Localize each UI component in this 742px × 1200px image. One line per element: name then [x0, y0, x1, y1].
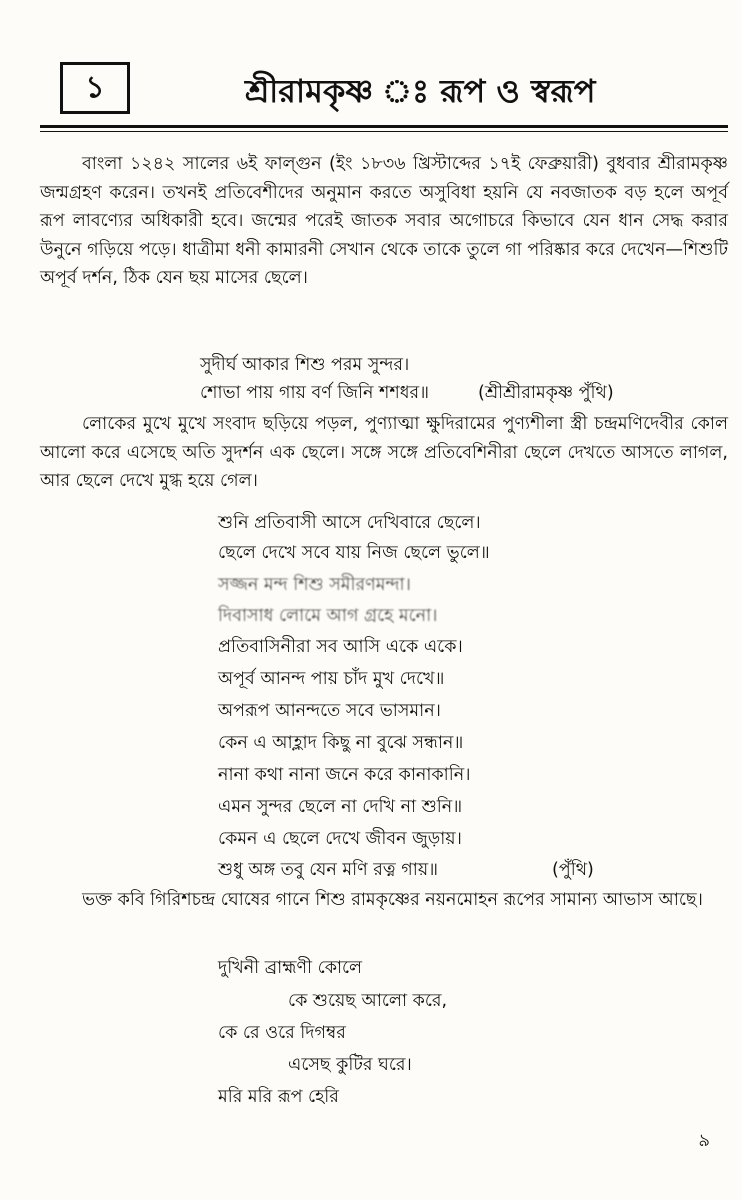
verse2-line: কেন এ আহ্লাদ কিছু না বুঝে সন্ধান॥ [218, 733, 464, 753]
verse3-line: দুখিনী ব্রাহ্মণী কোলে [218, 958, 363, 978]
verse2-smudged-line: দিবাসাধ লোমে আগ গ্রহে মনো। [218, 606, 438, 626]
chapter-number-box [60, 62, 130, 114]
verse3-line: কে শুয়েছ আলো করে, [288, 991, 448, 1011]
verse2-line: নানা কথা নানা জনে করে কানাকানি। [218, 765, 471, 785]
verse2-line: শুনি প্রতিবাসী আসে দেখিবারে ছেলে। [218, 513, 481, 533]
chapter-title: শ্রীরামকৃষ্ণ ঃ রূপ ও স্বরূপ [245, 72, 596, 110]
verse3-line: মরি মরি রূপ হেরি [218, 1087, 339, 1107]
paragraph-girish: ভক্ত কবি গিরিশচন্দ্র ঘোষের গানে শিশু রামকৃষ্ণের নয়নমোহন রূপের সামান্য আভাস আছে। [82, 890, 703, 910]
verse2-smudged-line: সজ্জন মন্দ শিশু সমীরণমন্দা। [218, 575, 411, 595]
verse1-citation: (শ্রীশ্রীরামকৃষ্ণ পুঁথি) [478, 383, 614, 403]
header-rule-thin [40, 131, 728, 132]
verse2-line: শুধু অঙ্গ তবু যেন মণি রত্ন গায়॥ [218, 860, 439, 880]
verse2-line: প্রতিবাসিনীরা সব আসি একে একে। [218, 637, 463, 657]
chapter-number: ১ [85, 69, 105, 105]
paragraph-news: লোকের মুখে মুখে সংবাদ ছড়িয়ে পড়ল, পুণ্যাত্মা ক্ষুদিরামের পুণ্যশীলা স্ত্রী চন্দ্রমণিদেবীর কোল আলো করে এসেছে অতি সুদর্শন এক ছেলে। সঙ্গে সঙ্গে প্রতিবেশিনীরা ছেলে দেখতে আসতে লাগল, আর ছেলে দেখে মুগ্ধ হয়ে গেল। [40, 414, 728, 491]
verse2-line: অপূর্ব আনন্দ পায় চাঁদ মুখ দেখে॥ [218, 669, 445, 689]
verse2-line: কেমন এ ছেলে দেখে জীবন জুড়ায়। [218, 829, 462, 849]
verse1-line: সুদীর্ঘ আকার শিশু পরম সুন্দর। [200, 355, 410, 375]
verse2-line: ছেলে দেখে সবে যায় নিজ ছেলে ভুলে॥ [218, 543, 490, 563]
verse3-line: এসেছ কুটির ঘরে। [288, 1055, 412, 1075]
verse2-line: এমন সুন্দর ছেলে না দেখি না শুনি॥ [218, 797, 463, 817]
page-number: ৯ [698, 1130, 710, 1151]
verse2-line: অপরূপ আনন্দতে সবে ভাসমান। [218, 701, 441, 721]
header-rule-thick [40, 125, 728, 128]
verse1-line: শোভা পায় গায় বর্ণ জিনি শশধর॥ [200, 383, 430, 403]
verse3-line: কে রে ওরে দিগম্বর [218, 1023, 346, 1043]
verse2-citation: (পুঁথি) [552, 860, 594, 880]
paragraph-birth: বাংলা ১২৪২ সালের ৬ই ফাল্গুন (ইং ১৮৩৬ খ্রিস্টাব্দের ১৭ই ফেব্রুয়ারী) বুধবার শ্রীরামকৃষ্ণ জন্মগ্রহণ করেন। তখনই প্রতিবেশীদের অনুমান করতে অসুবিধা হয়নি যে নবজাতক বড় হলে অপূর্ব রূপ লাবণ্যের অধিকারী হবে। জন্মের পরেই জাতক সবার অগোচরে কিভাবে যেন ধান সেদ্ধ করার উনুনে গড়িয়ে পড়ে। ধাত্রীমা ধনী কামারনী সেখান থেকে তাকে তুলে গা পরিষ্কার করে দেখেন—শিশুটি অপূর্ব দর্শন, ঠিক যেন ছয় মাসের ছেলে। [40, 154, 728, 288]
